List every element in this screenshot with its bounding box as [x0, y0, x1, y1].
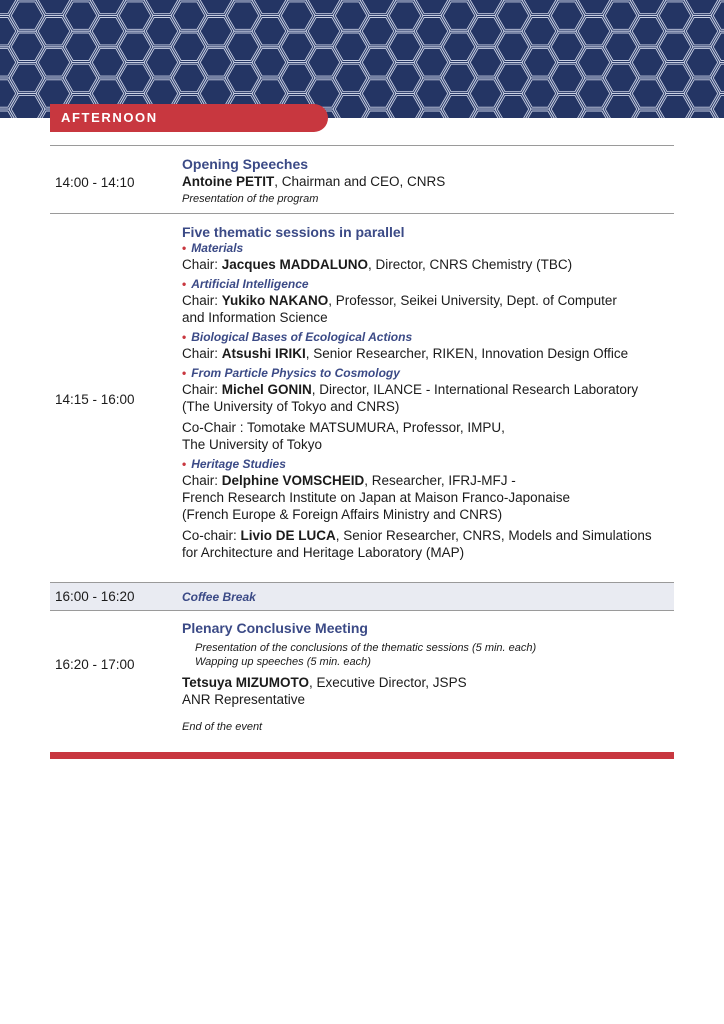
time-cell: 16:00 - 16:20 [55, 589, 135, 604]
hexagon-shape [684, 47, 720, 78]
table-row [50, 145, 674, 213]
hexagon-shape [632, 80, 664, 107]
hexagon-shape [416, 80, 448, 107]
hexagon-shape [551, 64, 583, 92]
bullet-icon: • [182, 241, 187, 255]
hexagon-shape [684, 109, 720, 118]
hexagon-shape [144, 16, 180, 47]
hexagon-shape [225, 0, 261, 31]
hexagon-shape [63, 31, 99, 62]
hexagon-shape [90, 47, 126, 78]
hexagon-shape [11, 2, 43, 29]
content-cell [182, 583, 674, 611]
hexagon-shape [9, 62, 45, 93]
hexagon-shape [254, 49, 286, 77]
hexagon-shape [578, 49, 610, 77]
hexagon-shape [333, 62, 369, 93]
hexagon-shape [630, 109, 666, 118]
hexagon-shape [659, 64, 691, 92]
hexagon-shape [360, 16, 396, 47]
hexagon-shape [711, 94, 724, 119]
hexagon-shape [576, 78, 612, 109]
coffee-break-label: Coffee Break [182, 590, 256, 604]
hexagon-shape [659, 95, 691, 118]
table-row [50, 213, 674, 582]
hexagon-shape [387, 31, 423, 62]
hexagon-shape [549, 0, 585, 31]
hexagon-shape [63, 62, 99, 93]
hexagon-shape [362, 80, 394, 107]
hexagon-shape [119, 33, 151, 61]
hexagon-shape [306, 47, 342, 78]
chair-line: Chair: Jacques MADDALUNO, Director, CNRS Chemistry (TBC) [182, 257, 573, 272]
content-cell [182, 611, 674, 734]
hexagon-shape [630, 47, 666, 78]
speaker-line [182, 173, 674, 190]
hexagon-shape [198, 47, 234, 78]
hexagon-shape [389, 2, 421, 29]
hexagon-shape [441, 0, 477, 31]
hexagon-shape [549, 31, 585, 62]
hexagon-shape [605, 33, 637, 61]
hexagon-shape [333, 31, 369, 62]
session-title: Five thematic sessions in parallel [182, 224, 405, 240]
meeting-note: Wapping up speeches (5 min. each) [195, 656, 371, 668]
chair-line: and Information Science [182, 310, 328, 325]
hexagon-shape [549, 62, 585, 93]
hexagon-shape [9, 0, 45, 31]
chair-line: (The University of Tokyo and CNRS) [182, 399, 400, 414]
program-note: Presentation of the program [182, 193, 319, 205]
hexagon-shape [605, 64, 637, 92]
content-cell [182, 214, 674, 561]
hexagon-shape [146, 18, 178, 45]
hexagon-shape [90, 16, 126, 47]
hexagon-shape [603, 31, 639, 62]
hexagon-shape [497, 95, 529, 118]
hexagon-shape [308, 49, 340, 77]
hexagon-shape [632, 49, 664, 77]
hexagon-shape [603, 62, 639, 93]
hexagon-shape [468, 109, 504, 118]
hexagon-shape [578, 18, 610, 45]
hexagon-shape [414, 109, 450, 118]
table-row-coffee-break [50, 582, 674, 610]
thematic-session-name: • Heritage Studies [182, 457, 286, 471]
hexagon-shape [441, 62, 477, 93]
hexagon-shape [414, 78, 450, 109]
hexagon-shape [360, 47, 396, 78]
hexagon-shape [468, 47, 504, 78]
bullet-icon: • [182, 277, 187, 291]
hexagon-shape [551, 95, 583, 118]
hexagon-shape [497, 33, 529, 61]
hexagon-shape [362, 49, 394, 77]
hexagon-shape [117, 31, 153, 62]
cochair-line: Co-Chair : Tomotake MATSUMURA, Professor, IMPU, [182, 420, 505, 435]
hexagon-shape [36, 16, 72, 47]
hexagon-shape [63, 0, 99, 31]
hexagon-shape [387, 62, 423, 93]
hexagon-shape [551, 33, 583, 61]
cochair-line: The University of Tokyo [182, 437, 323, 452]
hexagon-shape [252, 47, 288, 78]
hexagon-shape [173, 33, 205, 61]
hexagon-shape [38, 49, 70, 77]
hexagon-shape [225, 62, 261, 93]
hexagon-shape [470, 80, 502, 107]
thematic-session-name: • Biological Bases of Ecological Actions [182, 330, 413, 344]
hexagon-shape [605, 95, 637, 118]
hexagon-shape [522, 109, 558, 118]
hexagon-shape [576, 47, 612, 78]
time-cell: 14:15 - 16:00 [55, 392, 135, 407]
chair-line: Chair: Yukiko NAKANO, Professor, Seikei University, Dept. of Computer [182, 293, 617, 308]
hexagon-shape [524, 80, 556, 107]
hexagon-shape [333, 0, 369, 31]
hexagon-shape [173, 64, 205, 92]
thematic-session-name: • Artificial Intelligence [182, 277, 309, 291]
hexagon-shape [281, 2, 313, 29]
speaker-role: , Chairman and CEO, CNRS [274, 174, 446, 189]
hexagon-shape [470, 18, 502, 45]
hexagon-shape [308, 18, 340, 45]
hexagon-shape [0, 80, 16, 107]
hexagon-shape [389, 64, 421, 92]
session-title: Opening Speeches [182, 156, 309, 172]
time-cell: 14:00 - 14:10 [55, 175, 135, 190]
cochair-line: for Architecture and Heritage Laboratory (MAP) [182, 545, 465, 560]
hexagon-shape [117, 0, 153, 31]
hexagon-shape [117, 62, 153, 93]
hexagon-shape [9, 31, 45, 62]
hexagon-shape [281, 64, 313, 92]
hexagon-shape [362, 18, 394, 45]
hexagon-shape [522, 16, 558, 47]
hexagon-shape [657, 31, 693, 62]
hexagon-shape [603, 0, 639, 31]
hexagon-shape [443, 64, 475, 92]
chair-line: Chair: Delphine VOMSCHEID, Researcher, IFRJ-MFJ - [182, 473, 516, 488]
section-label: AFTERNOON [50, 104, 328, 132]
hexagon-shape [0, 49, 16, 77]
hexagon-shape [686, 18, 718, 45]
hexagon-shape [443, 2, 475, 29]
hexagon-shape [144, 47, 180, 78]
chair-line: Chair: Atsushi IRIKI, Senior Researcher, RIKEN, Innovation Design Office [182, 346, 629, 361]
hexagon-shape [254, 18, 286, 45]
hexagon-shape [65, 2, 97, 29]
hexagon-shape [225, 31, 261, 62]
hexagon-shape [389, 33, 421, 61]
chair-line: French Research Institute on Japan at Maison Franco-Japonaise [182, 490, 570, 505]
hexagon-shape [630, 16, 666, 47]
hexagon-shape [252, 16, 288, 47]
hexagon-shape [470, 49, 502, 77]
hexagon-shape [497, 2, 529, 29]
bottom-accent-bar [50, 752, 674, 759]
hexagon-shape [551, 2, 583, 29]
hexagon-shape [578, 80, 610, 107]
hexagon-shape [198, 16, 234, 47]
hexagon-pattern-banner [0, 0, 724, 118]
hexagon-shape [630, 78, 666, 109]
hexagon-shape [522, 47, 558, 78]
hexagon-shape [414, 16, 450, 47]
speaker-name: Antoine PETIT [182, 174, 275, 189]
hexagon-shape [92, 49, 124, 77]
time-cell: 16:20 - 17:00 [55, 657, 135, 672]
hexagon-shape [200, 18, 232, 45]
hexagon-shape [495, 0, 531, 31]
bullet-icon: • [182, 366, 187, 380]
speaker-line: Tetsuya MIZUMOTO, Executive Director, JSPS [182, 675, 467, 690]
hexagon-shape [279, 62, 315, 93]
hexagon-shape [468, 16, 504, 47]
hexagon-shape [306, 16, 342, 47]
hexagon-shape [468, 78, 504, 109]
table-row [50, 610, 674, 752]
hexagon-shape [657, 62, 693, 93]
hexagon-shape [335, 2, 367, 29]
hexagon-shape [36, 47, 72, 78]
hexagon-shape [171, 0, 207, 31]
hexagon-shape [119, 2, 151, 29]
hexagon-shape [227, 64, 259, 92]
hexagon-shape [416, 49, 448, 77]
hexagon-shape [576, 109, 612, 118]
hexagon-shape [441, 31, 477, 62]
session-title: Plenary Conclusive Meeting [182, 620, 368, 636]
hexagon-shape [657, 0, 693, 31]
speaker-line: ANR Representative [182, 692, 306, 707]
hexagon-shape [443, 33, 475, 61]
hexagon-shape [684, 78, 720, 109]
hexagon-shape [335, 95, 367, 118]
schedule-table [50, 145, 674, 752]
bullet-icon: • [182, 457, 187, 471]
thematic-session-name: • From Particle Physics to Cosmology [182, 366, 400, 380]
hexagon-shape [684, 16, 720, 47]
hexagon-shape [171, 62, 207, 93]
hexagon-shape [443, 95, 475, 118]
hexagon-shape [414, 47, 450, 78]
hexagon-shape [524, 18, 556, 45]
hexagon-shape [0, 18, 16, 45]
hexagon-shape [171, 31, 207, 62]
chair-line: (French Europe & Foreign Affairs Ministry and CNRS) [182, 507, 503, 522]
chair-line: Chair: Michel GONIN, Director, ILANCE - International Research Laboratory [182, 382, 639, 397]
hexagon-shape [387, 0, 423, 31]
hexagon-shape [173, 2, 205, 29]
bullet-icon: • [182, 330, 187, 344]
hexagon-shape [605, 2, 637, 29]
hexagon-shape [11, 64, 43, 92]
hexagon-shape [65, 64, 97, 92]
hexagon-shape [659, 2, 691, 29]
hexagon-shape [227, 2, 259, 29]
hexagon-shape [119, 64, 151, 92]
hexagon-pattern-icon [0, 0, 724, 118]
hexagon-shape [360, 78, 396, 109]
hexagon-shape [335, 64, 367, 92]
hexagon-shape [38, 18, 70, 45]
hexagon-shape [279, 31, 315, 62]
hexagon-shape [335, 33, 367, 61]
hexagon-shape [495, 62, 531, 93]
hexagon-shape [227, 33, 259, 61]
hexagon-shape [416, 18, 448, 45]
hexagon-shape [497, 64, 529, 92]
content-cell [182, 146, 674, 206]
hexagon-shape [686, 49, 718, 77]
hexagon-shape [11, 33, 43, 61]
hexagon-shape [360, 109, 396, 118]
hexagon-shape [389, 95, 421, 118]
end-note: End of the event [182, 721, 263, 733]
hexagon-shape [632, 18, 664, 45]
thematic-session-name: • Materials [182, 241, 244, 255]
hexagon-shape [524, 49, 556, 77]
hexagon-shape [11, 95, 43, 118]
hexagon-shape [659, 33, 691, 61]
hexagon-shape [522, 78, 558, 109]
hexagon-shape [279, 0, 315, 31]
hexagon-shape [92, 18, 124, 45]
hexagon-shape [576, 16, 612, 47]
hexagon-shape [495, 31, 531, 62]
meeting-note: Presentation of the conclusions of the thematic sessions (5 min. each) [195, 642, 537, 654]
hexagon-shape [200, 49, 232, 77]
hexagon-shape [65, 33, 97, 61]
hexagon-shape [146, 49, 178, 77]
hexagon-shape [686, 80, 718, 107]
cochair-line: Co-chair: Livio DE LUCA, Senior Researcher, CNRS, Models and Simulations [182, 528, 652, 543]
hexagon-shape [281, 33, 313, 61]
